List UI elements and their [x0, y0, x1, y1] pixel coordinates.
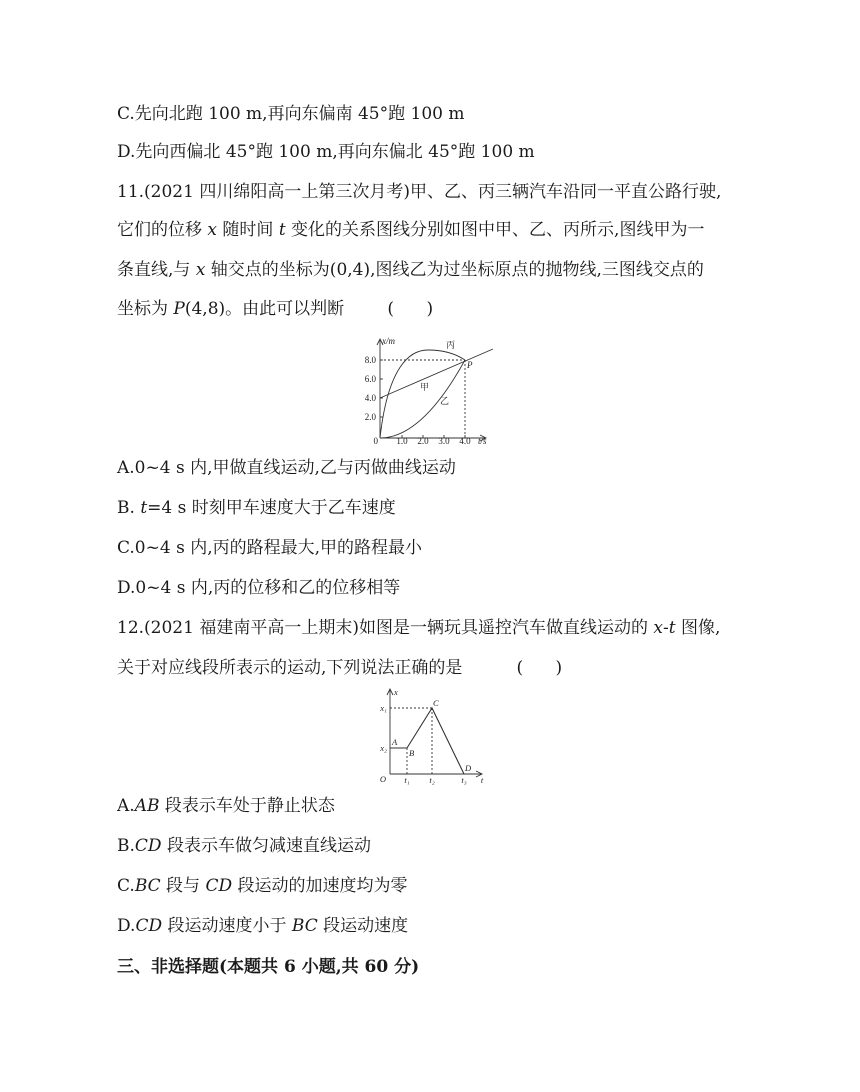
q11-origin: 0: [373, 436, 378, 446]
q12-t1: t₁: [404, 775, 410, 785]
q12-option-c: C.BC 段与 CD 段运动的加速度均为零: [117, 876, 408, 896]
q12-point-d: D: [465, 763, 472, 773]
q11-option-d: D.0~4 s 内,丙的位移和乙的位移相等: [117, 578, 401, 598]
q11-label-p: P: [467, 360, 473, 370]
q10-option-d: D.先向西偏北 45°跑 100 m,再向东偏北 45°跑 100 m: [117, 142, 535, 162]
q11-option-c: C.0~4 s 内,丙的路程最大,甲的路程最小: [117, 538, 423, 558]
q11-stem-line2: 它们的位移 x 随时间 t 变化的关系图线分别如图中甲、乙、丙所示,图线甲为一: [117, 220, 705, 240]
q11-line-jia: [380, 349, 493, 398]
q11-ytick-2: 2.0: [364, 412, 376, 422]
q11-xtick-4: 4.0: [459, 436, 471, 446]
q12-point-b: B: [409, 748, 415, 758]
q12-option-a: A.AB 段表示车处于静止状态: [117, 796, 335, 816]
q12-origin: O: [379, 774, 386, 784]
q12-y-label: x: [394, 687, 398, 697]
q12-t3: t₃: [461, 775, 467, 785]
q11-ytick-4: 4.0: [364, 393, 376, 403]
q11-y-label: x/m: [382, 336, 395, 346]
q11-curve-bing: [380, 350, 465, 438]
q12-point-c: C: [433, 698, 439, 708]
q11-label-bing: 丙: [446, 340, 456, 350]
q11-label-jia: 甲: [420, 382, 430, 392]
q12-x-label: t: [480, 775, 484, 785]
q12-x1: x₁: [380, 703, 387, 713]
q11-curve-yi: [380, 360, 465, 438]
q12-t2: t₂: [429, 775, 435, 785]
q11-ytick-6: 6.0: [364, 374, 376, 384]
q12-stem-line1: 12.(2021 福建南平高一上期末)如图是一辆玩具遥控汽车做直线运动的 x-t 图像,: [117, 618, 721, 638]
q12-stem-line2: 关于对应线段所表示的运动,下列说法正确的是 ( ): [117, 658, 563, 678]
q11-stem-line3: 条直线,与 x 轴交点的坐标为(0,4),图线乙为过坐标原点的抛物线,三图线交点的: [117, 260, 704, 280]
q11-option-b: B. t=4 s 时刻甲车速度大于乙车速度: [117, 498, 396, 518]
q12-point-a: A: [392, 737, 398, 747]
q12-xt-graph: [370, 686, 490, 786]
q12-option-b: B.CD 段表示车做匀减速直线运动: [117, 836, 371, 856]
q11-label-yi: 乙: [440, 396, 450, 406]
q12-xt-polyline: [390, 708, 464, 774]
q12-x2: x₂: [380, 743, 387, 753]
q11-xtick-3: 3.0: [438, 436, 450, 446]
q11-ytick-8: 8.0: [364, 355, 376, 365]
q10-option-c: C.先向北跑 100 m,再向东偏南 45°跑 100 m: [117, 104, 465, 124]
q11-stem-line1: 11.(2021 四川绵阳高一上第三次月考)甲、乙、丙三辆汽车沿同一平直公路行驶,: [117, 182, 722, 202]
q11-option-a: A.0~4 s 内,甲做直线运动,乙与丙做曲线运动: [117, 458, 456, 478]
section3-title: 三、非选择题(本题共 6 小题,共 60 分): [117, 957, 420, 977]
q11-xtick-1: 1.0: [396, 436, 408, 446]
q12-option-d: D.CD 段运动速度小于 BC 段运动速度: [117, 916, 409, 936]
q11-x-label: t/s: [478, 436, 487, 446]
q11-stem-line4: 坐标为 P(4,8)。由此可以判断 ( ): [117, 299, 434, 319]
q11-xtick-2: 2.0: [417, 436, 429, 446]
q11-xt-graph: [360, 336, 505, 446]
